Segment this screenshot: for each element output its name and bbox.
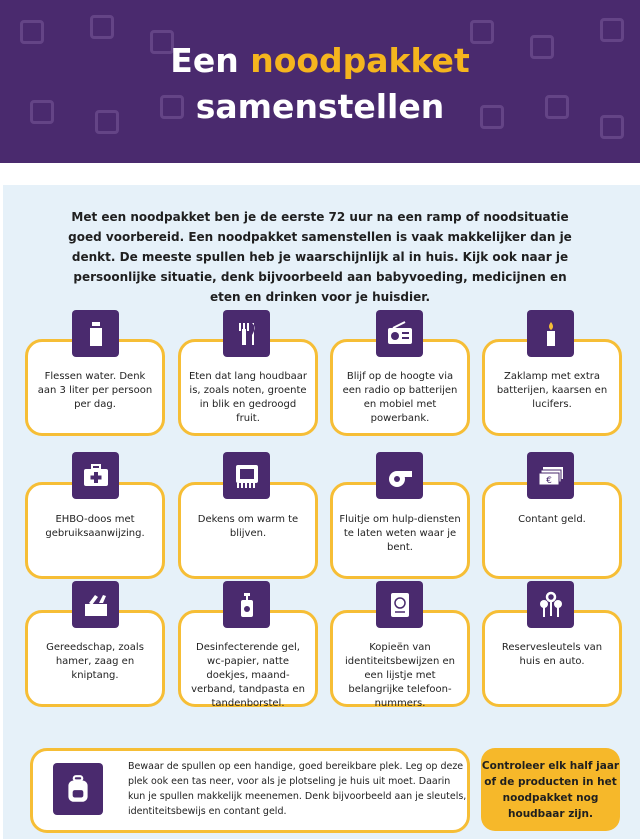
storage-tip-text: Bewaar de spullen op een handige, goed bereikbare plek. Leg op deze plek ook een tas neer, voor als je plotseling je huis uit moet. Daarin kun je spullen makkelijk meenemen. Denk bijvoorbeeld aan je sleutels, identiteitsbewijs en contant geld. [128,761,467,817]
passport-icon [376,581,423,628]
item-text: Gereedschap, zoals hamer, zaag en kniptang. [46,642,144,681]
toolbox-icon [72,581,119,628]
water-bottle-icon [72,310,119,357]
item-text: Contant geld. [518,514,586,525]
item-text: Desinfecterende gel, wc-papier, natte doekjes, maand-verband, tandpasta en tandenborstel. [191,642,305,709]
item-text: Zaklamp met extra batterijen, kaarsen en lucifers. [496,371,608,410]
item-text: Dekens om warm te blijven. [197,514,299,539]
cash-icon [527,452,574,499]
check-reminder-box [481,748,620,831]
item-text: Reservesleutels van huis en auto. [501,642,603,667]
svg-text:€: € [545,475,552,486]
item-text: Kopieën van identiteitsbewijzen en een lijstje met belangrijke telefoon-nummers. [345,642,455,709]
item-text: Flessen water. Denk aan 3 liter per persoon per dag. [37,371,153,410]
radio-icon [376,310,423,357]
whistle-icon [376,452,423,499]
check-reminder-text: Controleer elk half jaar of de producten in het noodpakket nog houdbaar zijn. [481,760,620,820]
cutlery-icon [223,310,270,357]
item-text: Eten dat lang houdbaar is, zoals noten, groente in blik en gedroogd fruit. [188,371,308,424]
blanket-icon [223,452,270,499]
item-text: Blijf op de hoogte via een radio op batterijen en mobiel met powerbank. [342,371,458,424]
keys-icon [527,581,574,628]
intro-text: Met een noodpakket ben je de eerste 72 uur na een ramp of noodsituatie goed voorbereid. Een noodpakket samenstellen is vaak makkelijker dan je denkt. De meeste spullen heb je waarschijnlijk al in huis. Kijk ook naar je persoonlijke situatie, denk bijvoorbeeld aan babyvoeding, medicijnen en eten en drinken voor je huisdier. [68,210,572,304]
item-text: Fluitje om hulp-diensten te laten weten waar je bent. [339,514,461,553]
page-title: Een noodpakket samenstellen [170,41,470,126]
first-aid-kit-icon [72,452,119,499]
item-text: EHBO-doos met gebruiksaanwijzing. [45,514,145,539]
soap-bottle-icon [223,581,270,628]
backpack-icon [53,763,103,815]
header-banner [0,0,640,163]
candle-icon [527,310,574,357]
